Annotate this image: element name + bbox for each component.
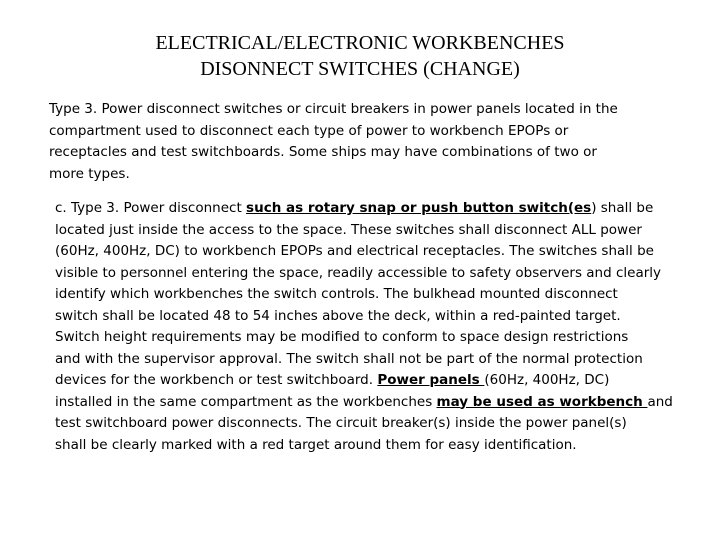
paragraph1-line: Type 3. Power disconnect switches or circuit breakers in power panels located in the bbox=[49, 101, 618, 117]
title-line-1: ELECTRICAL/ELECTRONIC WORKBENCHES bbox=[155, 32, 565, 54]
paragraph-type-3-definition bbox=[49, 99, 689, 185]
emphasis-switch-types: such as rotary snap or push button switch(es bbox=[246, 200, 592, 216]
paragraph1-line: more types. bbox=[49, 165, 130, 182]
paragraph2-line bbox=[55, 392, 705, 414]
paragraph1-line: receptacles and test switchboards. Some ships may have combinations of two or bbox=[49, 144, 597, 160]
paragraph2-line bbox=[55, 198, 705, 220]
paragraph2-text: installed in the same compartment as the workbenches bbox=[55, 393, 437, 410]
paragraph2-line: switch shall be located 48 to 54 inches above the deck, within a red-painted target. bbox=[55, 307, 621, 324]
paragraph1-line: compartment used to disconnect each type of power to workbench EPOPs or bbox=[49, 122, 569, 139]
paragraph2-text: and bbox=[647, 393, 673, 410]
paragraph2-text: devices for the workbench or test switchboard. bbox=[55, 372, 378, 388]
paragraph2-text: (60Hz, 400Hz, DC) bbox=[484, 372, 610, 388]
paragraph-type-3-requirements bbox=[55, 198, 705, 456]
slide-title bbox=[0, 30, 720, 82]
paragraph2-line: Switch height requirements may be modified to conform to space design restrictions bbox=[55, 329, 629, 345]
paragraph2-line: shall be clearly marked with a red target around them for easy identification. bbox=[55, 436, 577, 453]
emphasis-power-panels: Power panels bbox=[377, 372, 485, 388]
paragraph2-line: test switchboard power disconnects. The circuit breaker(s) inside the power panel(s) bbox=[55, 415, 627, 431]
paragraph2-line: and with the supervisor approval. The switch shall not be part of the normal protection bbox=[55, 350, 643, 367]
paragraph2-text: c. Type 3. Power disconnect bbox=[55, 200, 247, 216]
emphasis-may-be-used: may be used as workbench bbox=[436, 393, 648, 410]
title-line-2: DISONNECT SWITCHES (CHANGE) bbox=[200, 58, 520, 80]
paragraph2-line: (60Hz, 400Hz, DC) to workbench EPOPs and electrical receptacles. The switches shall be bbox=[55, 243, 654, 259]
paragraph2-text: ) shall be bbox=[591, 200, 654, 216]
paragraph2-line: visible to personnel entering the space, readily accessible to safety observers and clearly bbox=[55, 264, 662, 281]
paragraph2-line: located just inside the access to the space. These switches shall disconnect ALL power bbox=[55, 221, 642, 238]
paragraph2-line bbox=[55, 370, 705, 392]
paragraph2-line: identify which workbenches the switch controls. The bulkhead mounted disconnect bbox=[55, 286, 618, 302]
